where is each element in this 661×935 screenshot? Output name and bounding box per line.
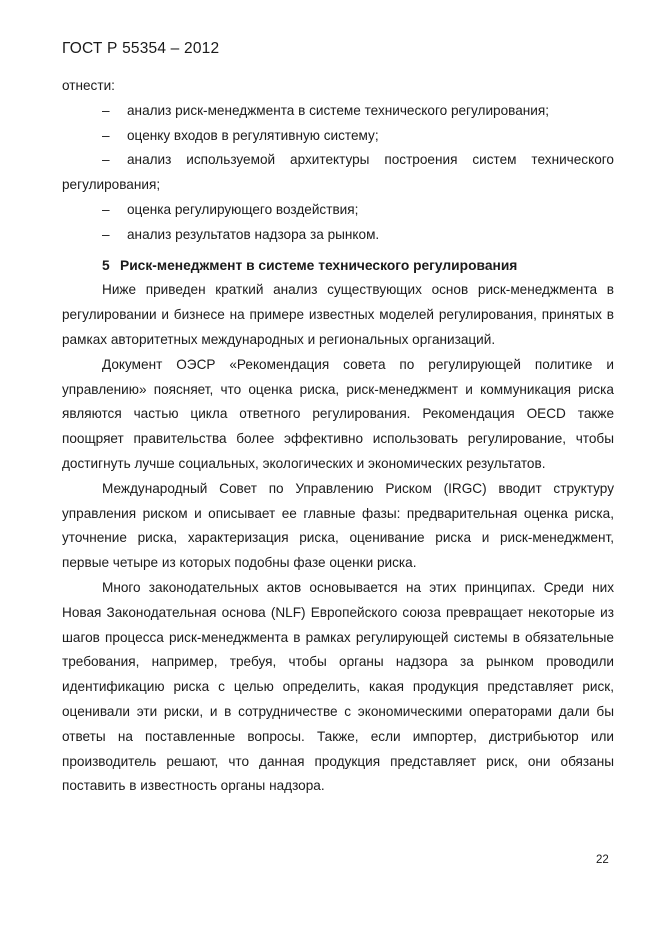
section-title: Риск-менеджмент в системе технического регулирования: [120, 257, 518, 273]
list-item-text: оценка регулирующего воздействия;: [127, 201, 359, 217]
paragraph: Международный Совет по Управлению Риском (IRGC) вводит структуру управления риском и описывает ее главные фазы: предварительная оценка риска, уточнение риска, характеризация риска, оценивание риска и риск-менеджмент, первые четыре из которых подобны фазе оценки риска.: [62, 480, 614, 571]
list-item: [62, 124, 614, 149]
list-item-text: оценку входов в регулятивную систему;: [127, 127, 379, 143]
list-dash: –: [102, 102, 110, 118]
list-dash: –: [102, 127, 110, 143]
list-item: [62, 99, 614, 124]
document-body: [62, 74, 614, 799]
list-item: [62, 223, 614, 248]
intro-text: отнести:: [62, 78, 115, 93]
list-dash: –: [102, 152, 110, 168]
list-item-text: анализ используемой архитектуры построения систем технического регулирования;: [62, 152, 614, 193]
list-item: [62, 148, 614, 198]
list-dash: –: [102, 201, 110, 217]
list-item-text: анализ риск-менеджмента в системе технического регулирования;: [127, 102, 550, 118]
document-header: ГОСТ Р 55354 – 2012: [62, 40, 220, 57]
page-number: 22: [596, 854, 609, 866]
section-heading: [62, 254, 614, 279]
section-number: 5: [102, 257, 110, 273]
paragraph: Много законодательных актов основывается на этих принципах. Среди них Новая Законодательная основа (NLF) Европейского союза превращает некоторые из шагов процесса риск-менеджмента в рамках регулирующей системы в обязательные требования, например, требуя, чтобы органы надзора за рынком проводили идентификацию риска с целью определить, какая продукция представляет риск, оценивали эти риски, и в сотрудничестве с экономическими операторами дали бы ответы на поставленные вопросы. Также, если импортер, дистрибьютор или производитель решают, что данная продукция представляет риск, они обязаны поставить в известность органы надзора.: [62, 579, 614, 794]
list-item-text: анализ результатов надзора за рынком.: [127, 226, 380, 242]
list-item: [62, 198, 614, 223]
list-dash: –: [102, 226, 110, 242]
paragraph: Документ ОЭСР «Рекомендация совета по регулирующей политике и управлению» поясняет, что оценка риска, риск-менеджмент и коммуникация риска являются частью цикла ответного регулирования. Рекомендация OECD также поощряет правительства более эффективно использовать регулирование, чтобы достигнуть лучше социальных, экологических и экономических результатов.: [62, 356, 614, 471]
paragraph: Ниже приведен краткий анализ существующих основ риск-менеджмента в регулировании и бизнесе на примере известных моделей регулирования, принятых в рамках авторитетных международных и региональных организаций.: [62, 282, 614, 347]
